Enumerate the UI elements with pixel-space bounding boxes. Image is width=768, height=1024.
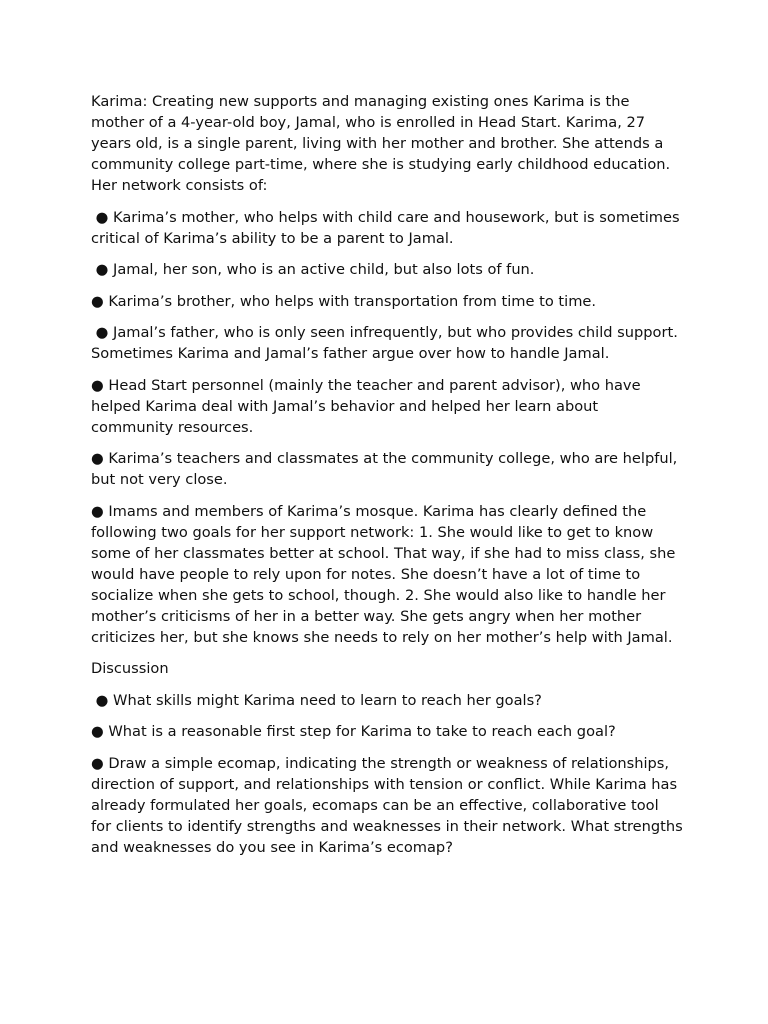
bullet-jamals-father: ● Jamal’s father, who is only seen infrequently, but who provides child support. Sometimes Karima and Jamal’s father argue over how to handle Jamal. (91, 324, 683, 362)
bullet-head-start-personnel: ● Head Start personnel (mainly the teacher and parent advisor), who have helped Karima deal with Jamal’s behavior and helped her learn about community resources. (91, 376, 646, 436)
bullet-imams-mosque-goals: ● Imams and members of Karima’s mosque. Karima has clearly defined the following two goals for her support network: 1. She would like to get to know some of her classmates better at school. That way, if she had to miss class, she would have people to rely upon for notes. She doesn’t have a lot of time to socialize when she gets to school, though. 2. She would also like to handle her mother’s criticisms of her in a better way. She gets angry when her mother criticizes her, but she knows she needs to rely on her mother’s help with Jamal. (91, 502, 680, 646)
bullet-karimas-brother: ● Karima’s brother, who helps with transportation from time to time. (91, 292, 597, 310)
bullet-karimas-mother: ● Karima’s mother, who helps with child care and housework, but is sometimes critical of Karima’s ability to be a parent to Jamal. (91, 208, 685, 247)
question-skills: ● What skills might Karima need to learn to reach her goals? (91, 691, 542, 709)
intro-paragraph: Karima: Creating new supports and managing existing ones Karima is the mother of a 4-year-old boy, Jamal, who is enrolled in Head Start. Karima, 27 years old, is a single parent, living with her mother and brother. She attends a community college part-time, where she is studying early childhood education. Her network consists of: (91, 93, 675, 194)
question-ecomap: ● Draw a simple ecomap, indicating the strength or weakness of relationships, direction of support, and relationships with tension or conflict. While Karima has already formulated her goals, ecomaps can be an effective, collaborative tool for clients to identify strengths and weaknesses in their network. What strengths and weaknesses do you see in Karima’s ecomap? (91, 754, 688, 856)
bullet-jamal-son: ● Jamal, her son, who is an active child, but also lots of fun. (91, 261, 535, 278)
discussion-heading: Discussion (91, 660, 169, 677)
bullet-teachers-classmates: ● Karima’s teachers and classmates at the community college, who are helpful, but not very close. (91, 450, 682, 488)
document-page (91, 91, 688, 868)
question-first-step: ● What is a reasonable first step for Karima to take to reach each goal? (91, 723, 616, 740)
